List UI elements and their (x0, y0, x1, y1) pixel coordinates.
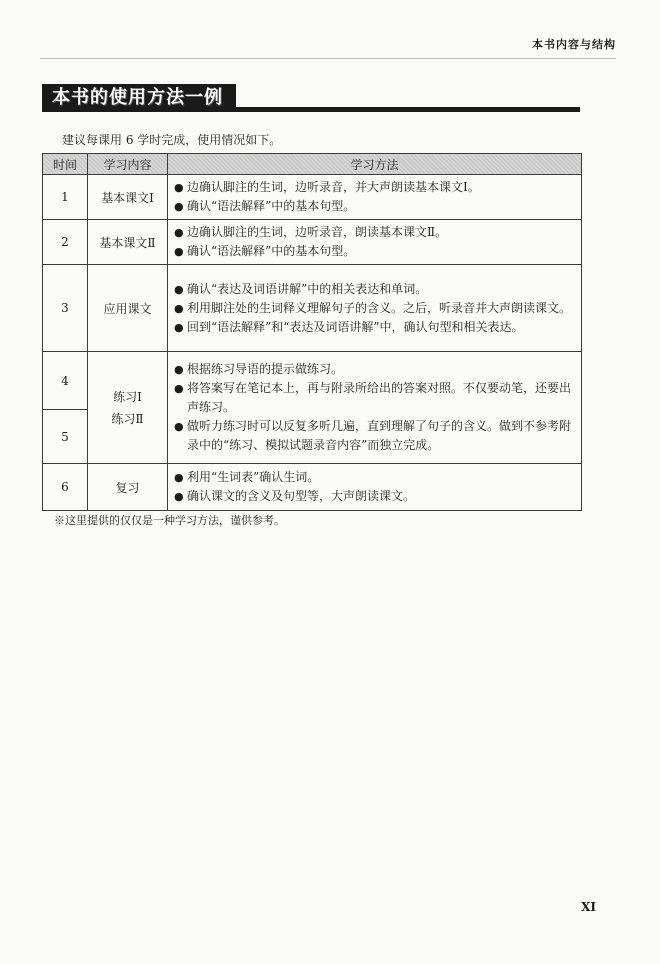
banner-rule (236, 107, 580, 112)
hour-cell: 4 (43, 352, 88, 410)
method-item: ● 确认“语法解释”中的基本句型。 (174, 242, 573, 261)
intro-text: 建议每课用 6 学时完成，使用情况如下。 (62, 133, 282, 147)
content-cell: 复习 (88, 464, 168, 511)
method-cell (168, 352, 582, 464)
column-header-content: 学习内容 (88, 154, 168, 175)
table-header-row (43, 154, 582, 175)
hour-cell: 6 (43, 464, 88, 511)
method-item: ● 确认课文的含义及句型等，大声朗读课文。 (174, 487, 573, 506)
hour-cell: 2 (43, 220, 88, 265)
section-title: 本书的使用方法一例 (52, 87, 223, 108)
table-row (43, 220, 582, 265)
page-number: XI (581, 900, 596, 914)
table-row (43, 265, 582, 352)
method-item: ● 确认“表达及词语讲解”中的相关表达和单词。 (174, 280, 573, 299)
header-rule (40, 58, 616, 59)
column-header-method: 学习方法 (168, 154, 582, 175)
table-row (43, 175, 582, 220)
content-cell (88, 352, 168, 464)
table-row (43, 352, 582, 410)
method-item: ● 边确认脚注的生词，边听录音，朗读基本课文Ⅱ。 (174, 223, 573, 242)
method-item: ● 确认“语法解释”中的基本句型。 (174, 197, 573, 216)
table-row (43, 464, 582, 511)
footnote: ※这里提供的仅仅是一种学习方法，谨供参考。 (54, 514, 285, 527)
method-cell (168, 265, 582, 352)
method-cell (168, 464, 582, 511)
method-cell (168, 175, 582, 220)
hour-cell: 3 (43, 265, 88, 352)
content-cell: 基本课文Ⅱ (88, 220, 168, 265)
method-item: ● 利用脚注处的生词释义理解句子的含义。之后，听录音并大声朗读课文。 (174, 299, 573, 318)
method-cell (168, 220, 582, 265)
running-head: 本书内容与结构 (532, 38, 616, 51)
method-item: ● 回到“语法解释”和“表达及词语讲解”中，确认句型和相关表达。 (174, 318, 573, 337)
column-header-time: 时间 (43, 154, 88, 175)
method-item: ● 做听力练习时可以反复多听几遍，直到理解了句子的含义。做到不参考附录中的“练习、模拟试题录音内容”而独立完成。 (174, 417, 573, 455)
section-banner (42, 84, 580, 112)
content-label: 练习Ⅰ (113, 389, 142, 404)
method-item: ● 利用“生词表”确认生词。 (174, 468, 573, 487)
study-method-table (42, 153, 582, 511)
method-item: ● 将答案写在笔记本上，再与附录所给出的答案对照。不仅要动笔，还要出声练习。 (174, 379, 573, 417)
method-item: ● 边确认脚注的生词，边听录音，并大声朗读基本课文Ⅰ。 (174, 178, 573, 197)
banner-box (42, 84, 236, 112)
content-label: 练习Ⅱ (111, 411, 144, 426)
content-cell: 应用课文 (88, 265, 168, 352)
hour-cell: 5 (43, 410, 88, 464)
method-item: ● 根据练习导语的提示做练习。 (174, 360, 573, 379)
hour-cell: 1 (43, 175, 88, 220)
content-cell: 基本课文Ⅰ (88, 175, 168, 220)
